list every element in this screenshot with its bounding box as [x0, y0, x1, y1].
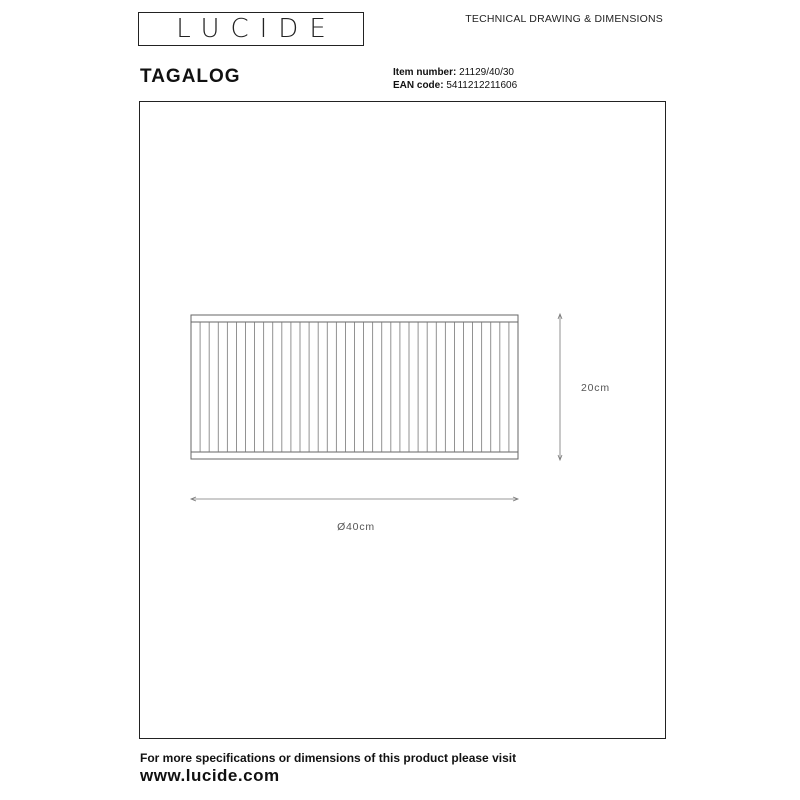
footer-url-link[interactable]: www.lucide.com	[140, 766, 280, 785]
shade-slats	[200, 322, 509, 452]
lampshade	[191, 315, 518, 459]
shade-top-rim	[191, 315, 518, 322]
document-heading: TECHNICAL DRAWING & DIMENSIONS	[465, 13, 663, 25]
item-number-value: 21129/40/30	[459, 67, 514, 78]
shade-bottom-rim	[191, 452, 518, 459]
product-name: TAGALOG	[140, 66, 241, 87]
height-label: 20cm	[581, 382, 610, 394]
ean-value: 5411212211606	[446, 80, 518, 91]
diameter-dimension	[191, 497, 518, 533]
ean-label: EAN code:	[393, 80, 444, 91]
footer-text: For more specifications or dimensions of this product please visit	[140, 751, 517, 765]
logo-text: LUCIDE	[176, 14, 337, 44]
diameter-label: Ø40cm	[337, 521, 375, 533]
height-dimension	[558, 314, 610, 460]
item-number-label: Item number:	[393, 67, 457, 78]
